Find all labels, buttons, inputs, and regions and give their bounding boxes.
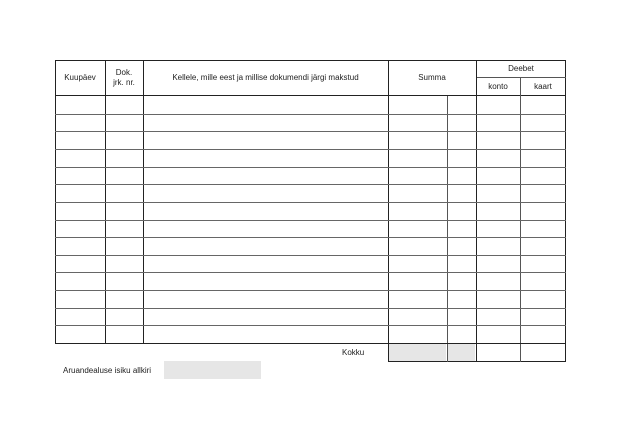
- signature-field[interactable]: [164, 361, 261, 379]
- total-label: Kokku: [342, 348, 365, 357]
- header-sum: Summa: [418, 73, 446, 82]
- table-row-separator: [55, 184, 566, 185]
- total-sum-cents-field[interactable]: [448, 344, 475, 361]
- header-date: Kuupäev: [64, 73, 96, 82]
- table-row-separator: [55, 220, 566, 221]
- signature-label: Aruandealuse isiku allkiri: [63, 366, 152, 375]
- col-divider-sum: [476, 60, 477, 362]
- header-debit: Deebet: [508, 64, 534, 73]
- table-row-separator: [55, 167, 566, 168]
- table-row-separator: [55, 131, 566, 132]
- header-description: Kellele, mille eest ja millise dokumendi järgi makstud: [172, 73, 359, 82]
- table-row-separator: [55, 149, 566, 150]
- header-debit-account: konto: [488, 82, 508, 91]
- header-doc-line2: jrk. nr.: [113, 78, 135, 87]
- header-doc-line1: Dok.: [115, 68, 133, 77]
- table-row-separator: [55, 255, 566, 256]
- table-row-separator: [55, 237, 566, 238]
- table-row-separator: [55, 202, 566, 203]
- debit-subheader-divider: [476, 77, 566, 78]
- header-divider: [55, 95, 566, 96]
- table-row-separator: [55, 308, 566, 309]
- col-divider-sum-cents: [447, 96, 448, 362]
- table-frame: [55, 60, 566, 362]
- table-row-separator: [55, 272, 566, 273]
- table-row-separator: [55, 290, 566, 291]
- table-row-separator: [55, 114, 566, 115]
- col-divider-desc: [388, 60, 389, 362]
- header-debit-card: kaart: [534, 82, 552, 91]
- total-sum-field[interactable]: [389, 344, 446, 361]
- table-row-separator: [55, 325, 566, 326]
